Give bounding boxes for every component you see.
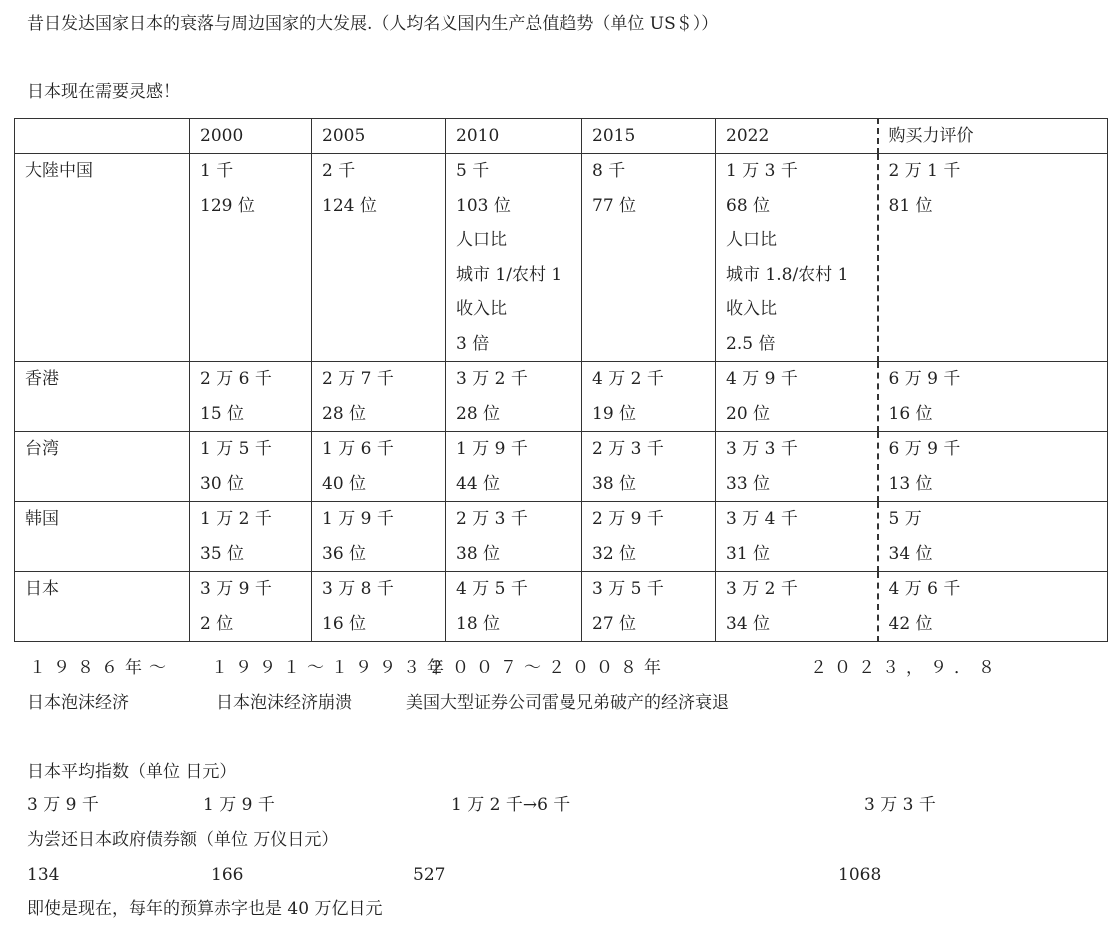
gdp-value: 4 万 9 千 bbox=[726, 369, 798, 389]
timeline-date: ２００７～２００８年 bbox=[428, 658, 668, 678]
gdp-rank: 19 位 bbox=[592, 403, 637, 424]
gdp-value: 2 万 3 千 bbox=[592, 439, 664, 459]
cell-note: 收入比 bbox=[456, 299, 507, 319]
gdp-value: 4 万 2 千 bbox=[592, 369, 664, 389]
gdp-rank: 13 位 bbox=[888, 473, 933, 494]
gdp-cell bbox=[446, 572, 582, 642]
debt-value: 1068 bbox=[838, 865, 882, 885]
gdp-value: 1 万 6 千 bbox=[322, 439, 394, 459]
gdp-cell bbox=[190, 362, 312, 432]
gdp-value: 2 万 9 千 bbox=[592, 509, 664, 529]
nikkei-value: 1 万 9 千 bbox=[203, 795, 275, 815]
gdp-rank: 38 位 bbox=[592, 473, 637, 494]
cell-note: 城市 1.8/农村 1 bbox=[726, 264, 849, 285]
gdp-rank: 40 位 bbox=[322, 473, 367, 494]
ppp-cell bbox=[878, 572, 1108, 642]
gdp-rank: 28 位 bbox=[456, 403, 501, 424]
gdp-cell bbox=[716, 432, 878, 502]
gdp-value: 1 万 2 千 bbox=[200, 509, 272, 529]
header-year-cell: 2000 bbox=[190, 119, 312, 154]
debt-value: 134 bbox=[27, 865, 60, 885]
gdp-cell bbox=[446, 154, 582, 362]
gdp-rank: 27 位 bbox=[592, 613, 637, 634]
gdp-rank: 18 位 bbox=[456, 613, 501, 634]
nikkei-value: 3 万 3 千 bbox=[864, 795, 936, 815]
gdp-cell bbox=[716, 362, 878, 432]
gdp-rank: 2 位 bbox=[200, 613, 234, 634]
gdp-value: 2 万 6 千 bbox=[200, 369, 272, 389]
ppp-cell bbox=[878, 154, 1108, 362]
country-name-cell: 台湾 bbox=[15, 432, 190, 502]
header-year-cell: 2005 bbox=[312, 119, 446, 154]
gdp-cell bbox=[312, 502, 446, 572]
header-year-cell: 2015 bbox=[582, 119, 716, 154]
timeline-event: 美国大型证券公司雷曼兄弟破产的经济衰退 bbox=[406, 693, 729, 713]
gdp-rank: 44 位 bbox=[456, 473, 501, 494]
gdp-rank: 34 位 bbox=[888, 543, 933, 564]
country-name-cell: 大陸中国 bbox=[15, 154, 190, 362]
timeline-date: １９９１～１９９３年 bbox=[211, 658, 451, 678]
gdp-value: 3 万 5 千 bbox=[592, 579, 664, 599]
header-year-cell: 2010 bbox=[446, 119, 582, 154]
gdp-rank: 16 位 bbox=[888, 403, 933, 424]
timeline-event: 日本泡沫经济 bbox=[27, 693, 129, 713]
table-row bbox=[15, 502, 1108, 572]
gdp-rank: 42 位 bbox=[888, 613, 933, 634]
gdp-cell bbox=[312, 362, 446, 432]
gdp-cell bbox=[446, 432, 582, 502]
cell-note: 2.5 倍 bbox=[726, 333, 776, 354]
timeline-date: １９８６年～ bbox=[29, 658, 173, 678]
gdp-value: 2 万 7 千 bbox=[322, 369, 394, 389]
cell-note: 人口比 bbox=[726, 230, 777, 250]
gdp-cell bbox=[312, 572, 446, 642]
gdp-rank: 35 位 bbox=[200, 543, 245, 564]
gdp-cell bbox=[190, 154, 312, 362]
gdp-value: 8 千 bbox=[592, 161, 626, 181]
gdp-value: 2 万 1 千 bbox=[888, 161, 961, 181]
gdp-cell bbox=[582, 362, 716, 432]
debt-value: 166 bbox=[211, 865, 244, 885]
debt-label: 为尝还日本政府债券额（单位 万仪日元） bbox=[27, 830, 339, 850]
gdp-cell bbox=[582, 154, 716, 362]
gdp-rank: 15 位 bbox=[200, 403, 245, 424]
gdp-value: 4 万 5 千 bbox=[456, 579, 528, 599]
gdp-rank: 28 位 bbox=[322, 403, 367, 424]
gdp-cell bbox=[716, 502, 878, 572]
gdp-rank: 36 位 bbox=[322, 543, 367, 564]
cell-note: 3 倍 bbox=[456, 333, 490, 354]
gdp-rank: 31 位 bbox=[726, 543, 771, 564]
nikkei-label: 日本平均指数（单位 日元） bbox=[27, 762, 237, 782]
country-name-cell: 日本 bbox=[15, 572, 190, 642]
gdp-value: 1 万 5 千 bbox=[200, 439, 272, 459]
table-row bbox=[15, 154, 1108, 362]
gdp-cell bbox=[190, 502, 312, 572]
table-row bbox=[15, 572, 1108, 642]
gdp-cell bbox=[190, 432, 312, 502]
table-row bbox=[15, 362, 1108, 432]
ppp-cell bbox=[878, 362, 1108, 432]
page-subtitle: 日本现在需要灵感！ bbox=[27, 82, 180, 102]
gdp-rank: 20 位 bbox=[726, 403, 771, 424]
table-row bbox=[15, 432, 1108, 502]
nikkei-value: 3 万 9 千 bbox=[27, 795, 99, 815]
gdp-rank: 129 位 bbox=[200, 195, 255, 216]
header-year-cell: 2022 bbox=[716, 119, 878, 154]
gdp-cell bbox=[582, 572, 716, 642]
gdp-value: 1 千 bbox=[200, 161, 234, 181]
gdp-cell bbox=[716, 154, 878, 362]
gdp-value: 3 万 8 千 bbox=[322, 579, 394, 599]
gdp-value: 3 万 3 千 bbox=[726, 439, 798, 459]
gdp-cell bbox=[312, 432, 446, 502]
gdp-cell bbox=[716, 572, 878, 642]
ppp-cell bbox=[878, 432, 1108, 502]
gdp-rank: 38 位 bbox=[456, 543, 501, 564]
gdp-rank: 124 位 bbox=[322, 195, 377, 216]
debt-value: 527 bbox=[413, 865, 446, 885]
gdp-value: 4 万 6 千 bbox=[888, 579, 961, 599]
country-name-cell: 韩国 bbox=[15, 502, 190, 572]
gdp-value: 1 万 3 千 bbox=[726, 161, 798, 181]
gdp-cell bbox=[446, 502, 582, 572]
ppp-cell bbox=[878, 502, 1108, 572]
gdp-rank: 81 位 bbox=[888, 195, 933, 216]
gdp-cell bbox=[582, 502, 716, 572]
footer-note: 即使是现在，每年的预算赤字也是 40 万亿日元 bbox=[27, 899, 383, 919]
gdp-cell bbox=[582, 432, 716, 502]
gdp-value: 6 万 9 千 bbox=[888, 439, 961, 459]
gdp-cell bbox=[312, 154, 446, 362]
gdp-rank: 33 位 bbox=[726, 473, 771, 494]
gdp-rank: 30 位 bbox=[200, 473, 245, 494]
header-corner-cell bbox=[15, 119, 190, 154]
gdp-value: 5 千 bbox=[456, 161, 490, 181]
gdp-value: 3 万 4 千 bbox=[726, 509, 798, 529]
gdp-value: 2 万 3 千 bbox=[456, 509, 528, 529]
header-ppp-cell: 购买力评价 bbox=[878, 119, 1108, 154]
nikkei-value: 1 万 2 千→6 千 bbox=[451, 795, 571, 815]
cell-note: 收入比 bbox=[726, 299, 777, 319]
gdp-value: 3 万 9 千 bbox=[200, 579, 272, 599]
gdp-rank: 103 位 bbox=[456, 195, 511, 216]
timeline-date: ２０２３，９．８ bbox=[810, 658, 1002, 678]
gdp-cell bbox=[190, 572, 312, 642]
gdp-rank: 16 位 bbox=[322, 613, 367, 634]
gdp-value: 1 万 9 千 bbox=[322, 509, 394, 529]
gdp-value: 1 万 9 千 bbox=[456, 439, 528, 459]
country-name-cell: 香港 bbox=[15, 362, 190, 432]
cell-note: 城市 1/农村 1 bbox=[456, 264, 563, 285]
gdp-rank: 34 位 bbox=[726, 613, 771, 634]
gdp-rank: 68 位 bbox=[726, 195, 771, 216]
gdp-cell bbox=[446, 362, 582, 432]
gdp-value: 2 千 bbox=[322, 161, 356, 181]
gdp-value: 3 万 2 千 bbox=[726, 579, 798, 599]
gdp-value: 6 万 9 千 bbox=[888, 369, 961, 389]
cell-note: 人口比 bbox=[456, 230, 507, 250]
gdp-rank: 77 位 bbox=[592, 195, 637, 216]
gdp-rank: 32 位 bbox=[592, 543, 637, 564]
timeline-event: 日本泡沫经济崩溃 bbox=[216, 693, 352, 713]
page-title: 昔日发达国家日本的衰落与周边国家的大发展.（人均名义国内生产总值趋势（单位 US＄）） bbox=[27, 14, 719, 34]
table-header-row bbox=[15, 119, 1108, 154]
gdp-value: 5 万 bbox=[888, 509, 922, 529]
gdp-table bbox=[14, 118, 1108, 642]
gdp-value: 3 万 2 千 bbox=[456, 369, 528, 389]
